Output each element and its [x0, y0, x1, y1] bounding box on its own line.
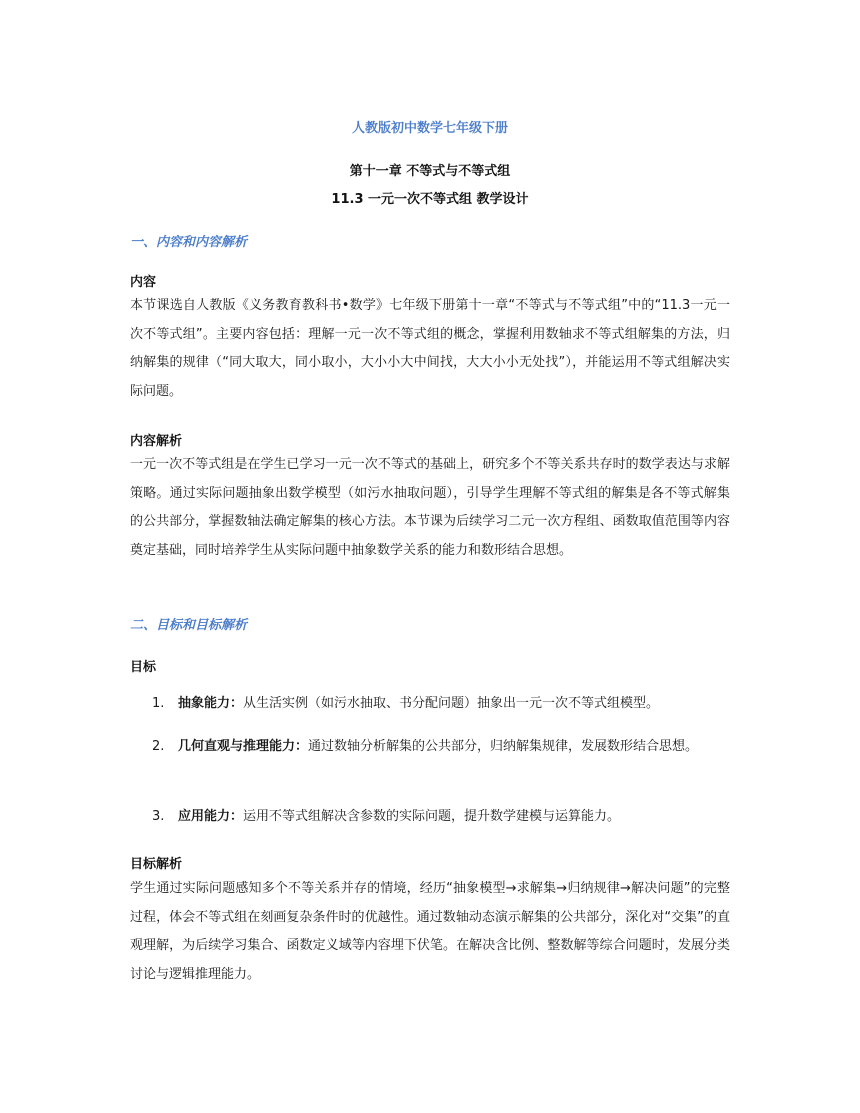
- goal-number: 2.: [152, 739, 165, 754]
- content-paragraph: 本节课选自人教版《义务教育教科书•数学》七年级下册第十一章“不等式与不等式组”中的“11.3一元一次不等式组”。主要内容包括：理解一元一次不等式组的概念，掌握利用数轴求不等式组解集的方法，归纳解集的规律（“同大取大，同小取小，大小小大中间找，大大小小无处找”），并能运用不等式组解决实际问题。: [130, 298, 730, 399]
- goal-number: 1.: [152, 696, 165, 711]
- goal-analysis-paragraph: 学生通过实际问题感知多个不等关系并存的情境，经历“抽象模型→求解集→归纳规律→解决问题”的完整过程，体会不等式组在刻画复杂条件时的优越性。通过数轴动态演示解集的公共部分，深化对“交集”的直观理解，为后续学习集合、函数定义域等内容埋下伏笔。在解决含比例、整数解等综合问题时，发展分类讨论与逻辑推理能力。: [130, 881, 730, 982]
- lesson-title: 11.3 一元一次不等式组 教学设计: [331, 192, 529, 207]
- goal-number: 3.: [152, 809, 165, 824]
- goal-item-text: 运用不等式组解决含参数的实际问题，提升数学建模与运算能力。: [243, 809, 621, 824]
- document-header: 人教版初中数学七年级下册: [351, 121, 508, 136]
- goal-item: [152, 803, 730, 832]
- goal-item-text: 从生活实例（如污水抽取、书分配问题）抽象出一元一次不等式组模型。: [243, 696, 660, 711]
- goal-item-label: 几何直观与推理能力：: [178, 739, 309, 754]
- content-analysis-paragraph: 一元一次不等式组是在学生已学习一元一次不等式的基础上，研究多个不等关系共存时的数学表达与求解策略。通过实际问题抽象出数学模型（如污水抽取问题），引导学生理解不等式组的解集是各不等式解集的公共部分，掌握数轴法确定解集的核心方法。本节课为后续学习二元一次方程组、函数取值范围等内容奠定基础，同时培养学生从实际问题中抽象数学关系的能力和数形结合思想。: [130, 457, 730, 558]
- chapter-title: 第十一章 不等式与不等式组: [349, 164, 511, 179]
- goal-item-text: 通过数轴分析解集的公共部分，归纳解集规律，发展数形结合思想。: [308, 739, 699, 754]
- goal-label: 目标: [130, 660, 157, 675]
- goal-analysis-label: 目标解析: [130, 857, 183, 872]
- goal-item: [152, 733, 730, 762]
- section-heading-2: 二、目标和目标解析: [130, 618, 248, 633]
- content-analysis-label: 内容解析: [130, 434, 183, 449]
- goal-item: [152, 690, 730, 719]
- goal-item-label: 抽象能力：: [178, 696, 244, 711]
- goal-item-label: 应用能力：: [178, 809, 244, 824]
- content-label: 内容: [130, 275, 157, 290]
- section-heading-1: 一、内容和内容解析: [130, 235, 248, 250]
